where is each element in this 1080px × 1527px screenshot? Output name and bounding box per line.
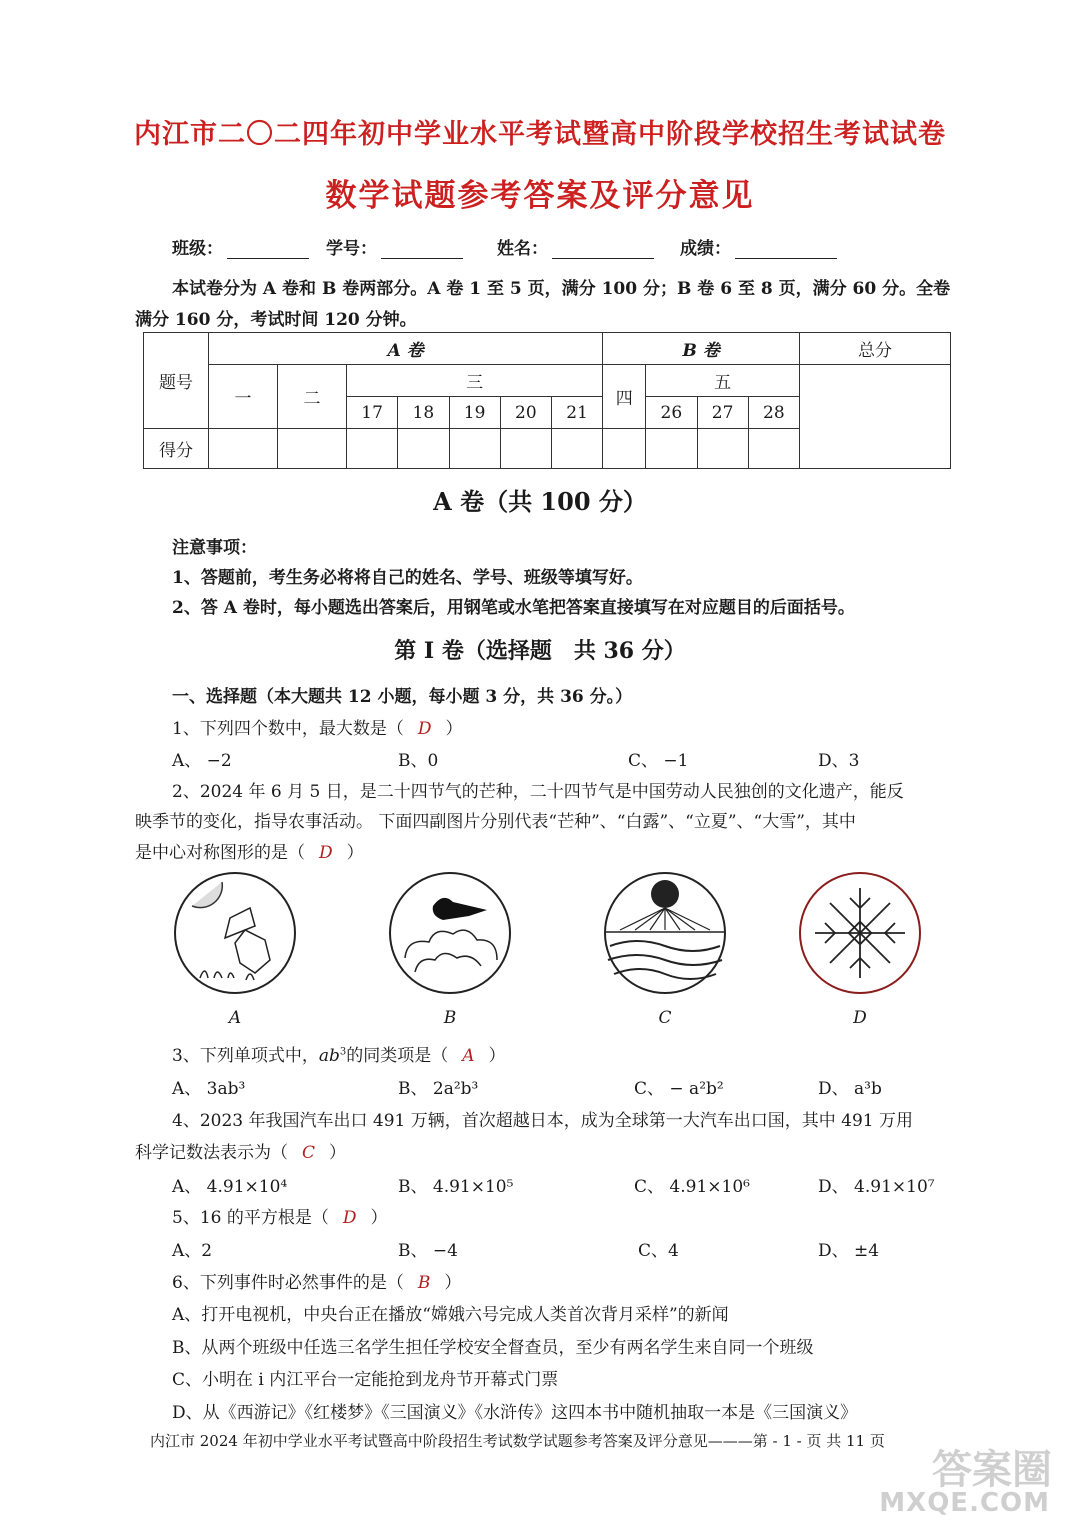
- score-input-cell[interactable]: [552, 429, 603, 469]
- defen-cell: 得分: [144, 429, 209, 469]
- notice-item-2: 2、答 A 卷时，每小题选出答案后，用钢笔或水笔把答案直接填写在对应题目的后面括号。: [172, 598, 855, 618]
- fig-label-d: D: [853, 1008, 867, 1028]
- mangzhong-figure: [170, 868, 300, 998]
- watermark-url: MXQE.COM: [879, 1488, 1050, 1518]
- tihao-cell: 题号: [144, 333, 209, 429]
- q2-line-1: 2、2024 年 6 月 5 日，是二十四节气的芒种，二十四节气是中国劳动人民独创的文化遗产，能反: [172, 782, 904, 802]
- q5-option-c: C、4: [638, 1241, 679, 1261]
- q4-line-2: 科学记数法表示为（ C ）: [135, 1143, 347, 1163]
- col-26: 26: [646, 397, 697, 429]
- col-18: 18: [398, 397, 449, 429]
- q3-answer: A: [462, 1046, 475, 1066]
- document-subtitle: 数学试题参考答案及评分意见: [325, 178, 755, 214]
- q1-option-b: B、0: [398, 751, 439, 771]
- q3-stem: 3、下列单项式中，$ab^3$的同类项是（ A ）: [172, 1046, 506, 1066]
- page-footer: 内江市 2024 年初中学业水平考试暨高中阶段招生考试数学试题参考答案及评分意见———第 - 1 - 页 共 11 页: [150, 1432, 885, 1450]
- score-input-cell[interactable]: [398, 429, 449, 469]
- score-input-cell[interactable]: [646, 429, 697, 469]
- score-input-cell[interactable]: [209, 429, 278, 469]
- col-28: 28: [748, 397, 799, 429]
- q6-option-b: B、从两个班级中任选三名学生担任学校安全督查员，至少有两名学生来自同一个班级: [172, 1338, 814, 1358]
- number-label: 学号：: [326, 239, 377, 259]
- q5-option-b: B、 −4: [398, 1241, 458, 1261]
- section1-title: 一、选择题（本大题共 12 小题，每小题 3 分，共 36 分。）: [172, 687, 633, 707]
- a-juan-heading: A 卷（共 100 分）: [433, 487, 647, 516]
- col-21: 21: [552, 397, 603, 429]
- col-20: 20: [500, 397, 551, 429]
- score-input-cell[interactable]: [278, 429, 347, 469]
- q6-option-d: D、从《西游记》《红楼梦》《三国演义》《水浒传》这四本书中随机抽取一本是《三国演义》: [172, 1403, 858, 1423]
- q1-option-a: A、 −2: [172, 751, 232, 771]
- q6-option-c: C、小明在 i 内江平台一定能抢到龙舟节开幕式门票: [172, 1370, 559, 1390]
- daxue-figure: [795, 868, 925, 998]
- a-juan-header: A 卷: [209, 333, 603, 365]
- class-field: [172, 234, 309, 259]
- q2-line-2: 映季节的变化，指导农事活动。 下面四副图片分别代表“芒种”、“白露”、“立夏”、“大雪”，其中: [135, 812, 856, 832]
- fig-label-a: A: [228, 1008, 242, 1028]
- col-wu: 五: [646, 365, 800, 397]
- class-label: 班级：: [172, 239, 223, 259]
- col-er: 二: [278, 365, 347, 429]
- score-input-cell[interactable]: [697, 429, 748, 469]
- score-input-cell[interactable]: [449, 429, 500, 469]
- q6-stem: 6、下列事件时必然事件的是（ B ）: [172, 1273, 462, 1293]
- fig-label-b: B: [443, 1008, 457, 1028]
- bailu-figure: [385, 868, 515, 998]
- name-blank[interactable]: [552, 240, 654, 259]
- score-input-cell[interactable]: [347, 429, 398, 469]
- fig-label-c: C: [658, 1008, 672, 1028]
- col-27: 27: [697, 397, 748, 429]
- q1-answer: D: [417, 719, 432, 739]
- col-san: 三: [347, 365, 603, 397]
- q5-option-a: A、2: [172, 1241, 213, 1261]
- number-field: [326, 234, 463, 259]
- lixia-figure: [600, 868, 730, 998]
- q2-line-3: 是中心对称图形的是（ D ）: [135, 843, 364, 863]
- total-score-cell[interactable]: [800, 365, 951, 469]
- q6-option-a: A、打开电视机，中央台正在播放“嫦娥六号完成人类首次背月采样”的新闻: [172, 1305, 729, 1325]
- document-title: 内江市二〇二四年初中学业水平考试暨高中阶段学校招生考试试卷: [134, 119, 946, 150]
- q1-stem: 1、下列四个数中，最大数是（ D ）: [172, 719, 463, 739]
- q5-answer: D: [342, 1208, 357, 1228]
- q4-option-b: B、 4.91×10⁵: [398, 1177, 514, 1197]
- watermark-logo: 答案圈: [932, 1447, 1052, 1493]
- notice-item-1: 1、答题前，考生务必将将自己的姓名、学号、班级等填写好。: [172, 568, 643, 588]
- score-input-cell[interactable]: [500, 429, 551, 469]
- b-juan-header: B 卷: [603, 333, 800, 365]
- q6-answer: B: [417, 1273, 431, 1293]
- score-table: [143, 332, 951, 469]
- intro-line-1: 本试卷分为 A 卷和 B 卷两部分。A 卷 1 至 5 页，满分 100 分；B 卷 6 至 8 页，满分 60 分。全卷: [172, 279, 951, 299]
- q3-option-b: B、 2a²b³: [398, 1079, 479, 1099]
- q2-figures: [160, 868, 960, 1028]
- q3-option-d: D、 a³b: [818, 1079, 882, 1099]
- score-input-cell[interactable]: [603, 429, 646, 469]
- total-header: 总分: [800, 333, 951, 365]
- score-label: 成绩：: [680, 239, 731, 259]
- q1-option-c: C、 −1: [628, 751, 689, 771]
- score-field: [680, 234, 837, 259]
- col-si: 四: [603, 365, 646, 429]
- q5-stem: 5、16 的平方根是（ D ）: [172, 1208, 388, 1228]
- number-blank[interactable]: [381, 240, 463, 259]
- q3-option-c: C、 − a²b²: [634, 1079, 724, 1099]
- q4-option-d: D、 4.91×10⁷: [818, 1177, 935, 1197]
- q1-option-d: D、3: [818, 751, 860, 771]
- score-blank[interactable]: [735, 240, 837, 259]
- col-19: 19: [449, 397, 500, 429]
- col-17: 17: [347, 397, 398, 429]
- class-blank[interactable]: [227, 240, 309, 259]
- q4-option-c: C、 4.91×10⁶: [634, 1177, 750, 1197]
- q4-answer: C: [302, 1143, 316, 1163]
- part1-heading: 第 I 卷（选择题 共 36 分）: [394, 638, 686, 664]
- q4-option-a: A、 4.91×10⁴: [172, 1177, 288, 1197]
- name-field: [497, 234, 654, 259]
- q4-line-1: 4、2023 年我国汽车出口 491 万辆，首次超越日本，成为全球第一大汽车出口国，其中 491 万用: [172, 1111, 913, 1131]
- q2-answer: D: [319, 843, 333, 863]
- intro-line-2: 满分 160 分，考试时间 120 分钟。: [135, 310, 417, 330]
- col-yi: 一: [209, 365, 278, 429]
- q5-option-d: D、 ±4: [818, 1241, 880, 1261]
- score-input-cell[interactable]: [748, 429, 799, 469]
- q3-option-a: A、 3ab³: [172, 1079, 246, 1099]
- notice-title: 注意事项：: [172, 538, 257, 558]
- name-label: 姓名：: [497, 239, 548, 259]
